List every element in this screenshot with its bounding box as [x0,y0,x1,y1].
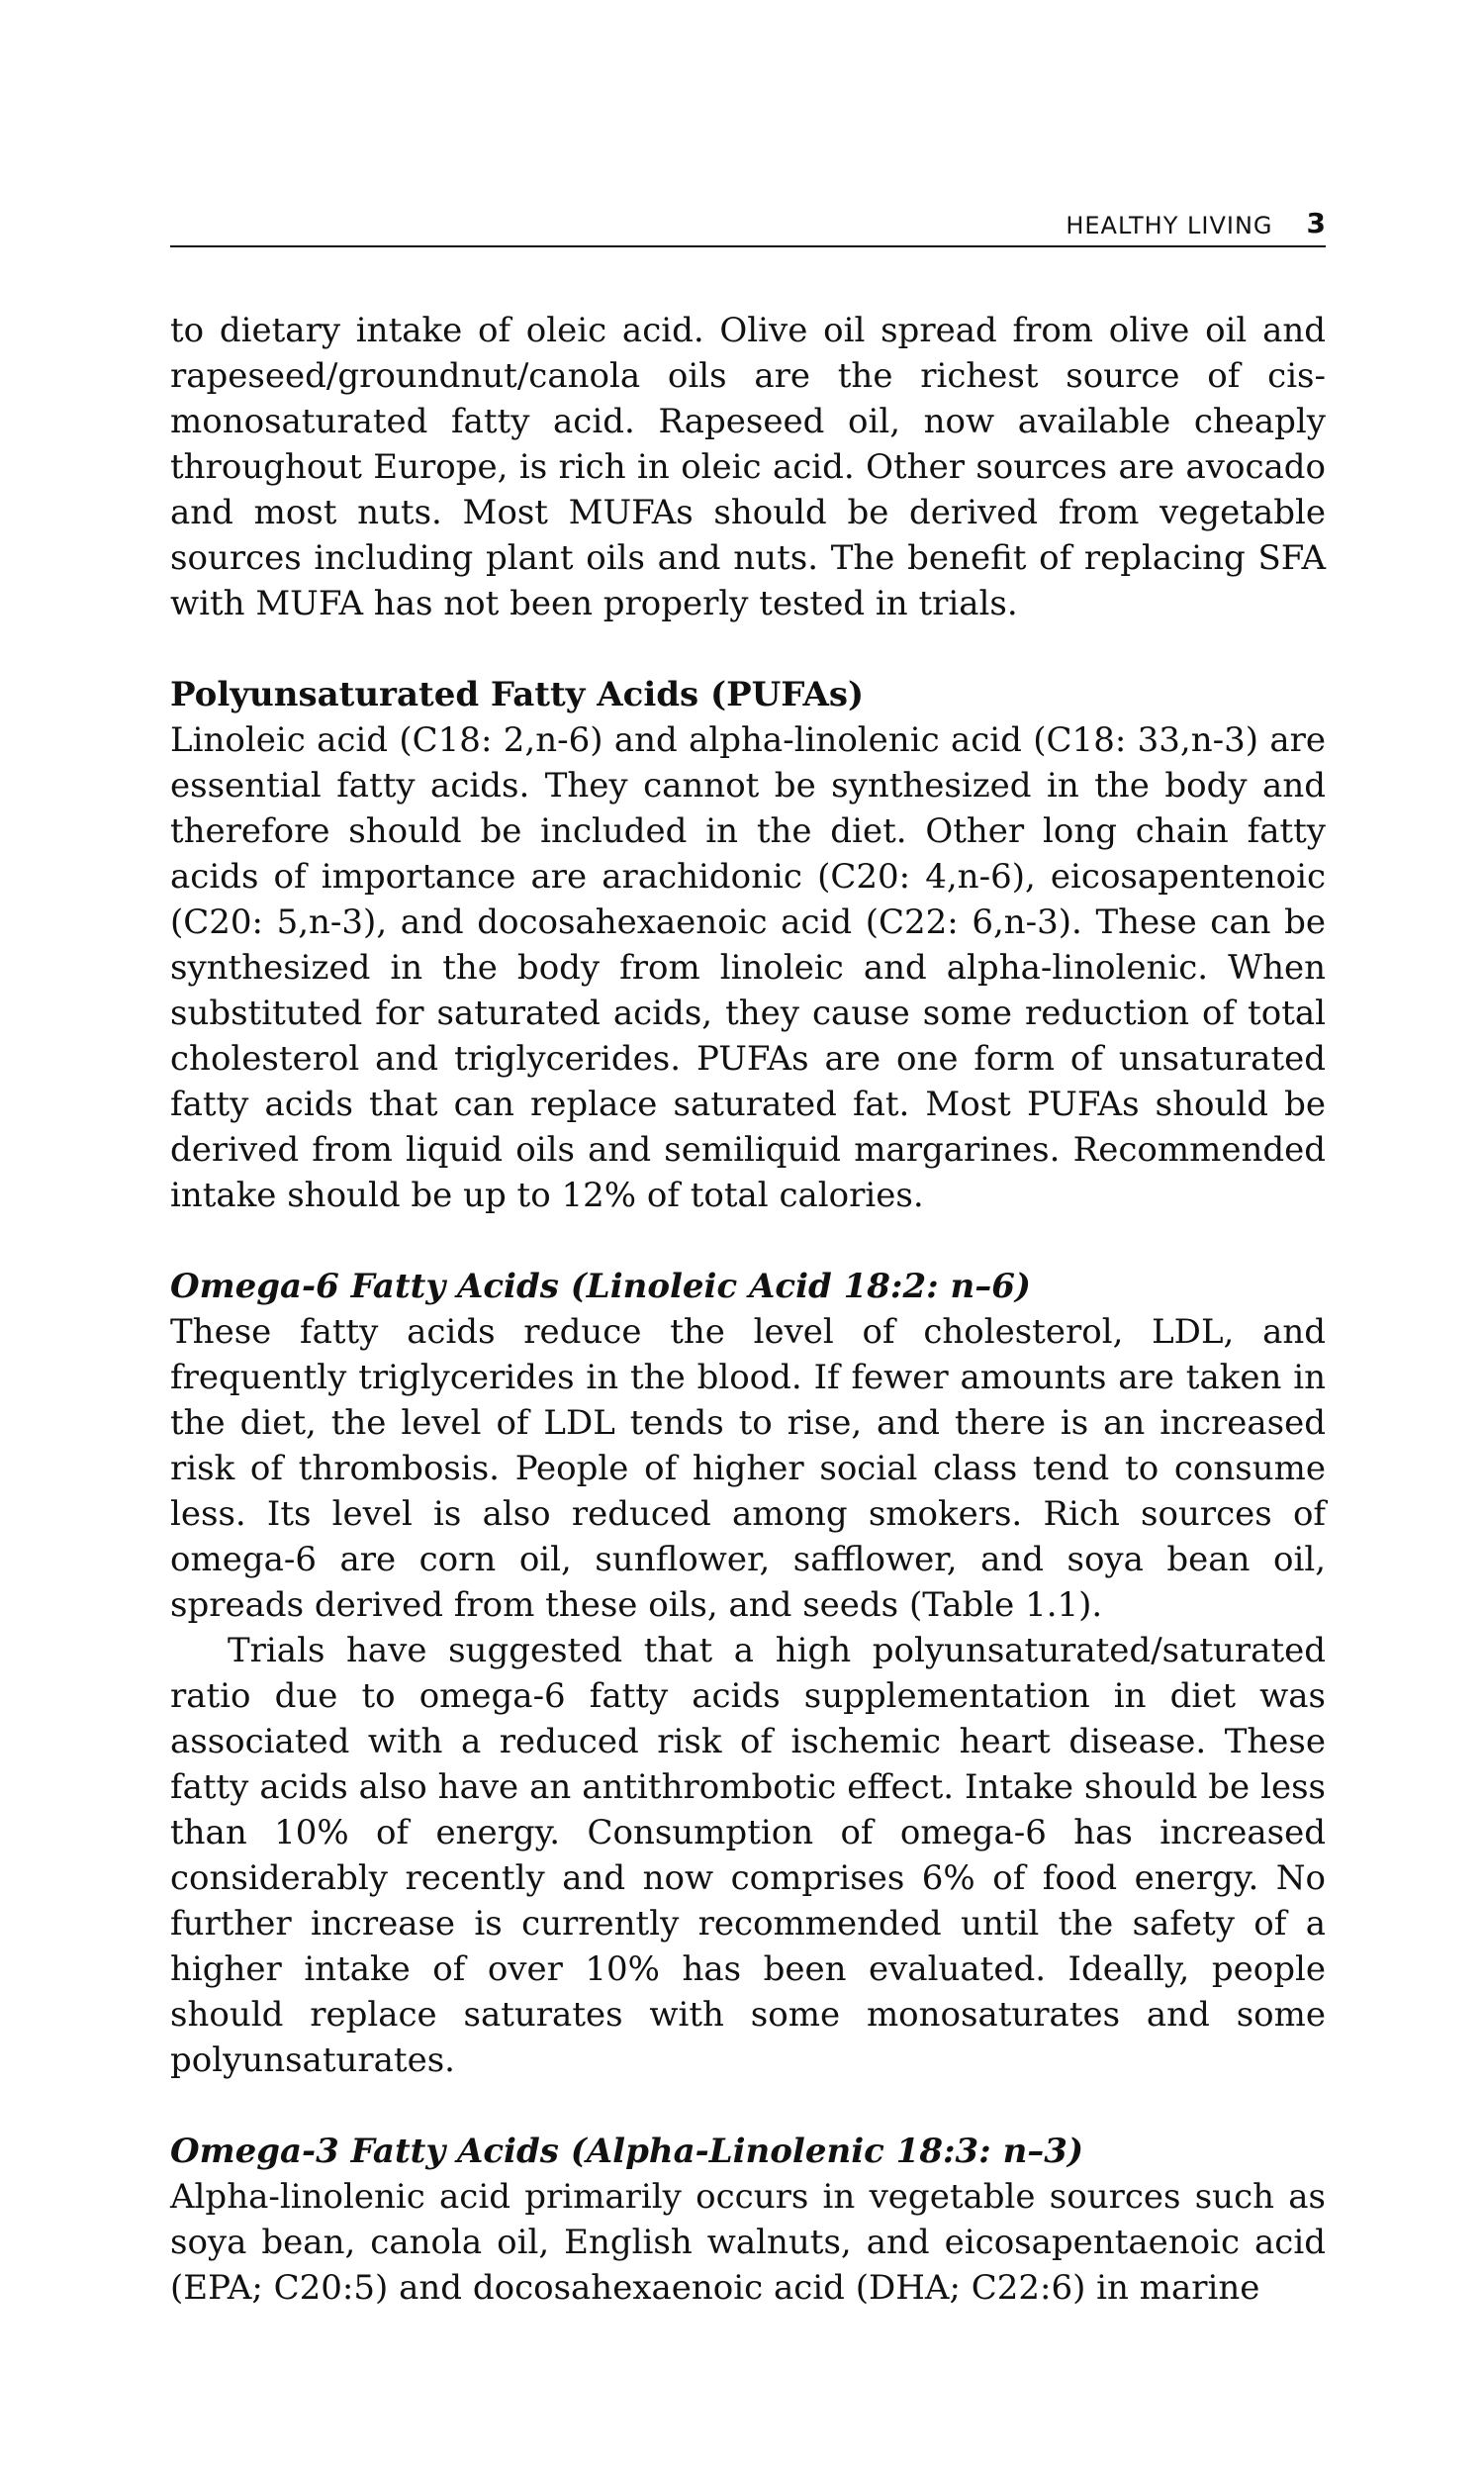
page-number: 3 [1306,207,1326,239]
intro-paragraph: to dietary intake of oleic acid. Olive oil spread from olive oil and rapeseed/groundnut/canola oils are the richest source of cis-monosaturated fatty acid. Rapeseed oil, now available cheaply throughout Europe, is rich in oleic acid. Other sources are avocado and most nuts. Most MUFAs should be derived from vegetable sources including plant oils and nuts. The benefit of replacing SFA with MUFA has not been properly tested in trials. [170,311,1326,623]
pufa-heading: Polyunsaturated Fatty Acids (PUFAs) [170,675,865,714]
omega6-paragraph-1: These fatty acids reduce the level of cholesterol, LDL, and frequently triglycerides in the blood. If fewer amounts are taken in the diet, the level of LDL tends to rise, and there is an increased risk of thrombosis. People of higher social class tend to consume less. Its level is also reduced among smokers. Rich sources of omega-6 are corn oil, sunflower, safflower, and soya bean oil, spreads derived from these oils, and seeds (Table 1.1). [170,1312,1326,1625]
omega3-paragraph: Alpha-linolenic acid primarily occurs in vegetable sources such as soya bean, canola oil, English walnuts, and eicosapentaenoic acid (EPA; C20:5) and docosahexaenoic acid (DHA; C22:6) in marine [170,2177,1326,2308]
omega6-heading: Omega-6 Fatty Acids (Linoleic Acid 18:2: n–6) [170,1267,1031,1306]
page-body [170,308,1326,2311]
pufa-paragraph: Linoleic acid (C18: 2,n-6) and alpha-linolenic acid (C18: 33,n-3) are essential fatty acids. They cannot be synthesized in the body and therefore should be included in the diet. Other long chain fatty acids of importance are arachidonic (C20: 4,n-6), eicosapentenoic (C20: 5,n-3), and docosahexaenoic acid (C22: 6,n-3). These can be synthesized in the body from linoleic and alpha-linolenic. When substituted for saturated acids, they cause some reduction of total cholesterol and triglycerides. PUFAs are one form of unsaturated fatty acids that can replace saturated fat. Most PUFAs should be derived from liquid oils and semiliquid margarines. Recommended intake should be up to 12% of total calories. [170,720,1326,1215]
running-header [170,206,1326,247]
omega3-heading: Omega-3 Fatty Acids (Alpha-Linolenic 18:3: n–3) [170,2132,1084,2171]
running-title: HEALTHY LIVING [1066,212,1273,239]
omega6-paragraph-2: Trials have suggested that a high polyunsaturated/saturated ratio due to omega-6 fatty acids supplementation in diet was associated with a reduced risk of ischemic heart disease. These fatty acids also have an antithrombotic effect. Intake should be less than 10% of energy. Consumption of omega-6 has increased considerably recently and now comprises 6% of food energy. No further increase is currently recommended until the safety of a higher intake of over 10% has been evaluated. Ideally, people should replace saturates with some monosaturates and some polyunsaturates. [170,1631,1326,2080]
